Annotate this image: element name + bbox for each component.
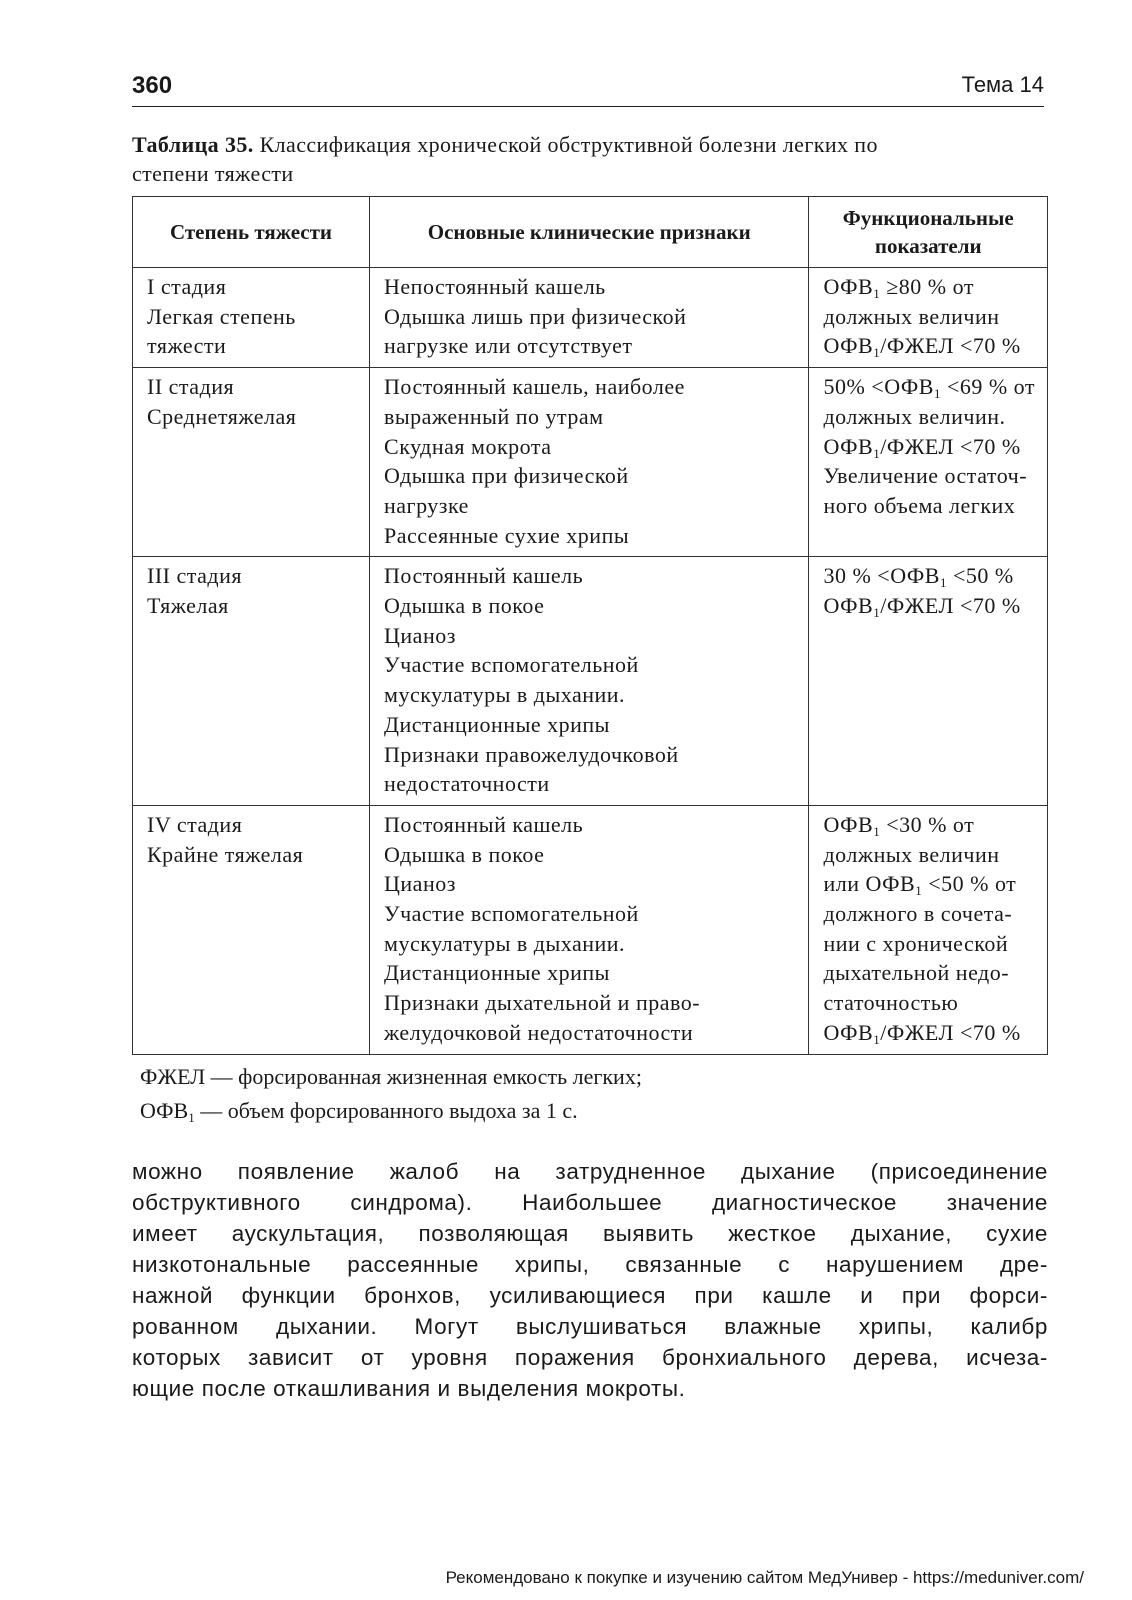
indicator-line [823,869,1035,899]
indicator-line-text-cont: /ФЖЕЛ <70 % [880,1019,1021,1045]
table-caption-label: Таблица 35. [132,132,254,157]
severity-line: III стадия [147,563,242,589]
indicator-line-subscript: 1 [873,445,881,461]
indicator-line-text: дыхательной недо- [823,960,1010,986]
indicator-line-text: 50% <ОФВ [823,374,934,400]
indicator-line-text: статочностью [823,990,959,1016]
table-header-row [133,197,1048,268]
severity-cell [133,368,370,557]
clinical-sign-line: Дистанционные хрипы [384,711,610,737]
clinical-sign-line: Участие вспомогательной [384,901,639,927]
clinical-sign-line: Признаки дыхательной и право- [384,990,701,1016]
table-footnotes [140,1060,642,1128]
clinical-sign-line: Скудная мокрота [384,433,552,459]
functional-indicators-cell [809,368,1048,557]
indicator-line-subscript: 1 [873,605,881,621]
footnote-line [140,1060,642,1094]
indicator-line [823,929,1035,959]
severity-line: Среднетяжелая [147,403,297,429]
clinical-sign-line: Непостоянный кашель [384,274,606,299]
indicator-line-text: ОФВ [823,274,874,299]
indicator-line-text: ОФВ [823,593,874,619]
indicator-line [823,402,1035,432]
indicator-line-text-cont: /ФЖЕЛ <70 % [880,433,1021,459]
indicator-line-text: нии с хронической [823,930,1009,956]
page-header [132,72,1044,107]
table-caption-title: Классификация хронической обструктивной болезни легких по [253,132,878,157]
indicator-line [823,810,1035,840]
clinical-sign-line: мускулатуры в дыхании. [384,930,626,956]
clinical-sign-line: Цианоз [384,871,456,897]
clinical-sign-line: желудочковой недостаточности [384,1019,694,1045]
indicator-line-text-cont: /ФЖЕЛ <70 % [880,593,1021,619]
table-row [133,805,1048,1054]
clinical-sign-line: Одышка в покое [384,593,545,619]
indicator-line-text: ОФВ [823,1019,874,1045]
table-row [133,557,1048,806]
severity-cell [133,557,370,806]
indicator-line [823,1018,1035,1048]
clinical-sign-line: Цианоз [384,622,456,648]
indicator-line-text-cont: <30 % от [880,811,975,837]
body-line: ющие после откашливания и выделения мокроты. [132,1376,686,1401]
table-row [133,268,1048,368]
clinical-signs-cell [370,557,809,806]
indicator-line-subscript: 1 [939,575,947,591]
indicator-line [823,272,1035,302]
table-row [133,368,1048,557]
indicator-line-text: должных величин. [823,403,1006,429]
footnote-line [140,1094,642,1128]
indicator-line [823,302,1035,332]
indicator-line [823,461,1035,491]
clinical-sign-line: недостаточности [384,771,550,797]
severity-cell [133,805,370,1054]
header-functional-indicators: Функциональные показатели [809,197,1048,268]
indicator-line-text: Увеличение остаточ- [823,463,1028,489]
indicator-line [823,432,1035,462]
header-severity: Степень тяжести [133,197,370,268]
indicator-line-text-cont: <50 % от [922,871,1017,897]
indicator-line [823,331,1035,361]
clinical-sign-line: Одышка в покое [384,841,545,867]
clinical-signs-cell [370,368,809,557]
indicator-line [823,561,1035,591]
body-line: обструктивного синдрома). Наибольшее диагностическое значение [132,1190,1048,1215]
indicator-line-text: или ОФВ [823,871,916,897]
clinical-signs-cell [370,805,809,1054]
copd-severity-table [132,196,1048,1055]
severity-cell [133,268,370,368]
indicator-line-text: 30 % <ОФВ [823,563,940,589]
clinical-sign-line: Признаки правожелудочковой [384,741,679,767]
clinical-sign-line: нагрузке или отсутствует [384,333,633,359]
indicator-line-subscript: 1 [915,883,923,899]
indicator-line [823,958,1035,988]
indicator-line [823,899,1035,929]
footnote-line-text: ОФВ [140,1098,189,1123]
section-label: Тема 14 [961,72,1044,97]
severity-line: IV стадия [147,811,243,837]
indicator-line-text-cont: <69 % от [940,374,1035,400]
indicator-line [823,372,1035,402]
clinical-sign-line: Участие вспомогательной [384,652,639,678]
indicator-line-text-cont: /ФЖЕЛ <70 % [880,333,1021,359]
body-line: можно появление жалоб на затрудненное дыхание (присоединение [132,1159,1048,1184]
indicator-line-text: должных величин [823,303,1000,329]
clinical-sign-line: Одышка при физической [384,463,629,489]
severity-line: Легкая степень [147,303,296,329]
indicator-line [823,491,1035,521]
indicator-line [823,988,1035,1018]
indicator-line [823,840,1035,870]
indicator-line-text-cont: <50 % [946,563,1014,589]
indicator-line-subscript: 1 [873,1031,881,1047]
severity-line: I стадия [147,274,227,299]
footnote-line-subscript: 1 [188,1110,195,1125]
indicator-line-text: ОФВ [823,433,874,459]
indicator-line-text: ОФВ [823,811,874,837]
indicator-line-text: ОФВ [823,333,874,359]
clinical-sign-line: мускулатуры в дыхании. [384,682,626,708]
clinical-sign-line: Дистанционные хрипы [384,960,610,986]
severity-line: тяжести [147,333,227,359]
indicator-line-subscript: 1 [933,386,941,402]
functional-indicators-cell [809,805,1048,1054]
footnote-line-text: ФЖЕЛ — форсированная жизненная емкость легких; [140,1064,642,1089]
clinical-sign-line: Постоянный кашель [384,563,584,589]
severity-line: Тяжелая [147,593,229,619]
severity-line: Крайне тяжелая [147,841,304,867]
body-line: рованном дыхании. Могут выслушиваться влажные хрипы, калибр [132,1314,1048,1339]
footnote-line-text-cont: — объем форсированного выдоха за 1 с. [194,1098,578,1123]
header-clinical-signs: Основные клинические признаки [370,197,809,268]
indicator-line-text: ного объема легких [823,492,1016,518]
functional-indicators-cell [809,557,1048,806]
indicator-line-text: должного в сочета- [823,901,1013,927]
indicator-line-subscript: 1 [873,286,881,301]
body-line: нажной функции бронхов, усиливающиеся при кашле и при форси- [132,1283,1048,1308]
table-caption-title-cont: степени тяжести [132,161,294,186]
clinical-sign-line: выраженный по утрам [384,403,604,429]
body-line: низкотональные рассеянные хрипы, связанные с нарушением дре- [132,1252,1048,1277]
indicator-line-text: должных величин [823,841,1000,867]
clinical-sign-line: Рассеянные сухие хрипы [384,522,630,548]
clinical-sign-line: нагрузке [384,492,469,518]
functional-indicators-cell [809,268,1048,368]
clinical-sign-line: Постоянный кашель, наиболее [384,374,685,400]
severity-line: II стадия [147,374,235,400]
clinical-signs-cell [370,268,809,368]
clinical-sign-line: Постоянный кашель [384,811,584,837]
page-footer: Рекомендовано к покупке и изучению сайтом МедУнивер - https://meduniver.com/ [445,1568,1084,1587]
indicator-line-text-cont: ≥80 % от [880,274,974,299]
clinical-sign-line: Одышка лишь при физической [384,303,687,329]
body-paragraph [132,1156,1048,1404]
table-body [133,268,1048,1055]
body-line: имеет аускультация, позволяющая выявить жесткое дыхание, сухие [132,1221,1048,1246]
body-line: которых зависит от уровня поражения бронхиального дерева, исчеза- [132,1345,1048,1370]
table-caption [132,130,1044,188]
indicator-line-subscript: 1 [873,823,881,839]
indicator-line [823,591,1035,621]
indicator-line-subscript: 1 [873,345,881,361]
page-number: 360 [132,72,173,99]
